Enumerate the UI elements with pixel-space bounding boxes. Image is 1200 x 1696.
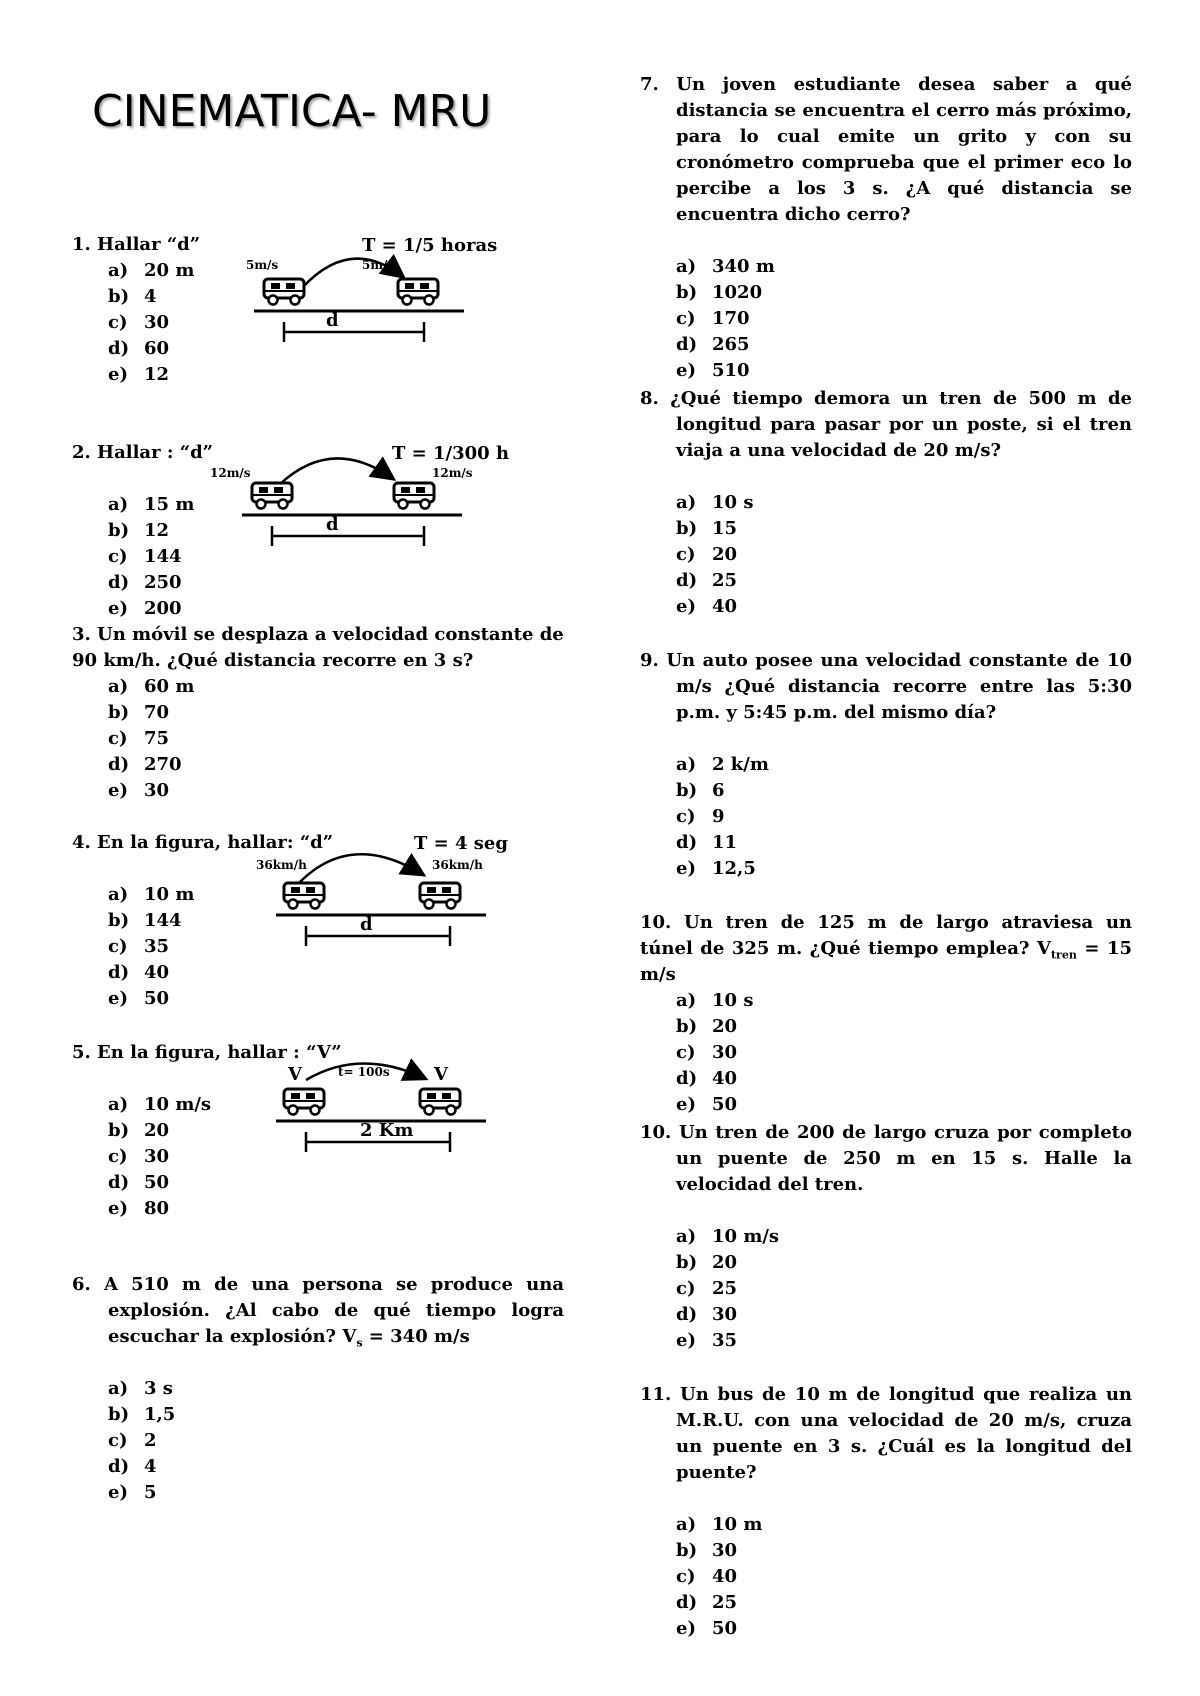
question-6: [72, 1272, 564, 1506]
option-a[interactable]: a) 20 m: [108, 260, 195, 281]
figure-distance-label: d: [326, 310, 339, 331]
car-icon: [264, 279, 304, 305]
option-e[interactable]: e) 50: [676, 1094, 738, 1115]
option-e[interactable]: e) 5: [108, 1482, 157, 1503]
figure-time-label: T = 1/5 horas: [362, 235, 498, 256]
figure-time-label: t= 100s: [338, 1065, 390, 1079]
option-e[interactable]: e) 30: [108, 780, 170, 801]
question-statement: 1. Hallar “d”: [72, 234, 201, 255]
option-d[interactable]: d) 40: [108, 962, 170, 983]
figure-velocity-left: 36km/h: [256, 858, 307, 872]
question-10: [640, 910, 1132, 1118]
options-list: [640, 254, 1132, 384]
option-b[interactable]: b) 1,5: [108, 1404, 176, 1425]
question-statement: 9. Un auto posee una velocidad constante de 10 m/s ¿Qué distancia recorre entre las 5:30 p.m. y 5:45 p.m. del mismo día?: [640, 650, 1132, 723]
options-list: [640, 490, 1132, 620]
question-11: [640, 1382, 1132, 1642]
car-icon: [398, 279, 438, 305]
option-d[interactable]: d) 50: [108, 1172, 170, 1193]
option-c[interactable]: c) 30: [108, 1146, 170, 1167]
option-d[interactable]: d) 25: [676, 570, 738, 591]
figure-distance-label: 2 Km: [360, 1120, 414, 1141]
option-a[interactable]: a) 340 m: [676, 256, 775, 277]
option-d[interactable]: d) 60: [108, 338, 170, 359]
options-list: [640, 988, 1132, 1118]
car-icon: [284, 883, 324, 909]
option-c[interactable]: c) 9: [676, 806, 725, 827]
option-c[interactable]: c) 2: [108, 1430, 157, 1451]
question-statement: 8. ¿Qué tiempo demora un tren de 500 m de longitud para pasar por un poste, si el tren viaja a una velocidad de 20 m/s?: [640, 388, 1132, 461]
figure-q5: [250, 1056, 510, 1160]
motion-arrow-icon: [280, 458, 392, 484]
figure-distance-label: d: [360, 914, 373, 935]
option-e[interactable]: e) 12,5: [676, 858, 756, 879]
option-a[interactable]: a) 10 m: [676, 1514, 763, 1535]
option-e[interactable]: e) 80: [108, 1198, 170, 1219]
page-title: CINEMATICA- MRU: [92, 86, 492, 137]
figure-velocity-right: V: [434, 1064, 448, 1085]
car-icon: [420, 1089, 460, 1115]
question-9: [640, 648, 1132, 882]
option-a[interactable]: a) 2 k/m: [676, 754, 769, 775]
option-c[interactable]: c) 144: [108, 546, 182, 567]
option-d[interactable]: d) 4: [108, 1456, 157, 1477]
options-list: [72, 1376, 564, 1506]
option-b[interactable]: b) 20: [108, 1120, 170, 1141]
question-7: [640, 72, 1132, 384]
option-d[interactable]: d) 11: [676, 832, 738, 853]
car-icon: [252, 483, 292, 509]
option-a[interactable]: a) 10 s: [676, 492, 754, 513]
figure-velocity-right: 36km/h: [432, 858, 483, 872]
question-8: [640, 386, 1132, 620]
option-a[interactable]: a) 60 m: [108, 676, 195, 697]
option-b[interactable]: b) 20: [676, 1016, 738, 1037]
figure-time-label: T = 1/300 h: [392, 443, 510, 464]
figure-q1: [240, 232, 520, 350]
figure-velocity-right: 12m/s: [432, 466, 473, 480]
option-c[interactable]: c) 30: [676, 1042, 738, 1063]
option-b[interactable]: b) 4: [108, 286, 157, 307]
option-a[interactable]: a) 10 s: [676, 990, 754, 1011]
option-c[interactable]: c) 30: [108, 312, 170, 333]
option-b[interactable]: b) 30: [676, 1540, 738, 1561]
figure-velocity-left: 12m/s: [210, 466, 251, 480]
option-a[interactable]: a) 10 m: [108, 884, 195, 905]
option-e[interactable]: e) 50: [676, 1618, 738, 1639]
figure-distance-label: d: [326, 514, 339, 535]
option-c[interactable]: c) 40: [676, 1566, 738, 1587]
question-statement: 6. A 510 m de una persona se produce una explosión. ¿Al cabo de qué tiempo logra escuchar la explosión? $V_s = 340$ m/s: [72, 1274, 564, 1350]
option-c[interactable]: c) 170: [676, 308, 750, 329]
question-10b: [640, 1120, 1132, 1354]
option-c[interactable]: c) 35: [108, 936, 170, 957]
option-a[interactable]: a) 3 s: [108, 1378, 173, 1399]
options-list: [640, 752, 1132, 882]
option-b[interactable]: b) 20: [676, 1252, 738, 1273]
option-e[interactable]: e) 50: [108, 988, 170, 1009]
question-statement: 2. Hallar : “d”: [72, 442, 214, 463]
option-b[interactable]: b) 70: [108, 702, 170, 723]
car-icon: [394, 483, 434, 509]
figure-q2: [206, 440, 510, 552]
question-3: [72, 622, 564, 804]
options-list: [640, 1224, 1132, 1354]
question-statement: 7. Un joven estudiante desea saber a qué distancia se encuentra el cerro más próximo, para lo cual emite un grito y con su cronómetro comprueba que el primer eco lo percibe a los 3 s. ¿A qué distancia se encuentra dicho cerro?: [640, 74, 1132, 225]
option-b[interactable]: b) 6: [676, 780, 725, 801]
figure-velocity-left: V: [288, 1064, 302, 1085]
option-c[interactable]: c) 20: [676, 544, 738, 565]
option-e[interactable]: e) 510: [676, 360, 750, 381]
figure-q4: [250, 830, 510, 946]
question-statement: 10. Un tren de 200 de largo cruza por completo un puente de 250 m en 15 s. Halle la velocidad del tren.: [640, 1122, 1132, 1195]
option-b[interactable]: b) 15: [676, 518, 738, 539]
figure-velocity-right: 5m/s: [362, 258, 395, 272]
option-a[interactable]: a) 15 m: [108, 494, 195, 515]
car-icon: [284, 1089, 324, 1115]
option-c[interactable]: c) 25: [676, 1278, 738, 1299]
figure-time-label: T = 4 seg: [414, 833, 508, 854]
question-statement: 3. Un móvil se desplaza a velocidad constante de 90 km/h. ¿Qué distancia recorre en 3 s?: [72, 624, 564, 671]
option-d[interactable]: d) 30: [676, 1304, 738, 1325]
option-c[interactable]: c) 75: [108, 728, 170, 749]
option-d[interactable]: d) 25: [676, 1592, 738, 1613]
option-b[interactable]: b) 1020: [676, 282, 763, 303]
option-b[interactable]: b) 12: [108, 520, 170, 541]
motion-arrow-icon: [298, 854, 422, 884]
question-statement: 4. En la figura, hallar: “d”: [72, 832, 334, 853]
question-statement: 11. Un bus de 10 m de longitud que realiza un M.R.U. con una velocidad de 20 m/s, cruza un puente en 3 s. ¿Cuál es la longitud del puente?: [640, 1384, 1132, 1483]
option-e[interactable]: e) 12: [108, 364, 170, 385]
options-list: [72, 674, 564, 804]
option-b[interactable]: b) 144: [108, 910, 182, 931]
question-statement: 5. En la figura, hallar : “V”: [72, 1042, 342, 1063]
figure-velocity-left: 5m/s: [246, 258, 279, 272]
option-e[interactable]: e) 200: [108, 598, 182, 619]
option-e[interactable]: e) 35: [676, 1330, 738, 1351]
options-list: [640, 1512, 1132, 1642]
question-statement: 10. Un tren de 125 m de largo atraviesa un túnel de 325 m. ¿Qué tiempo emplea? $V_{tren} = 15$ m/s: [640, 912, 1132, 985]
option-d[interactable]: d) 270: [108, 754, 182, 775]
option-e[interactable]: e) 40: [676, 596, 738, 617]
option-d[interactable]: d) 40: [676, 1068, 738, 1089]
option-a[interactable]: a) 10 m/s: [676, 1226, 780, 1247]
option-a[interactable]: a) 10 m/s: [108, 1094, 212, 1115]
option-d[interactable]: d) 250: [108, 572, 182, 593]
car-icon: [420, 883, 460, 909]
option-d[interactable]: d) 265: [676, 334, 750, 355]
